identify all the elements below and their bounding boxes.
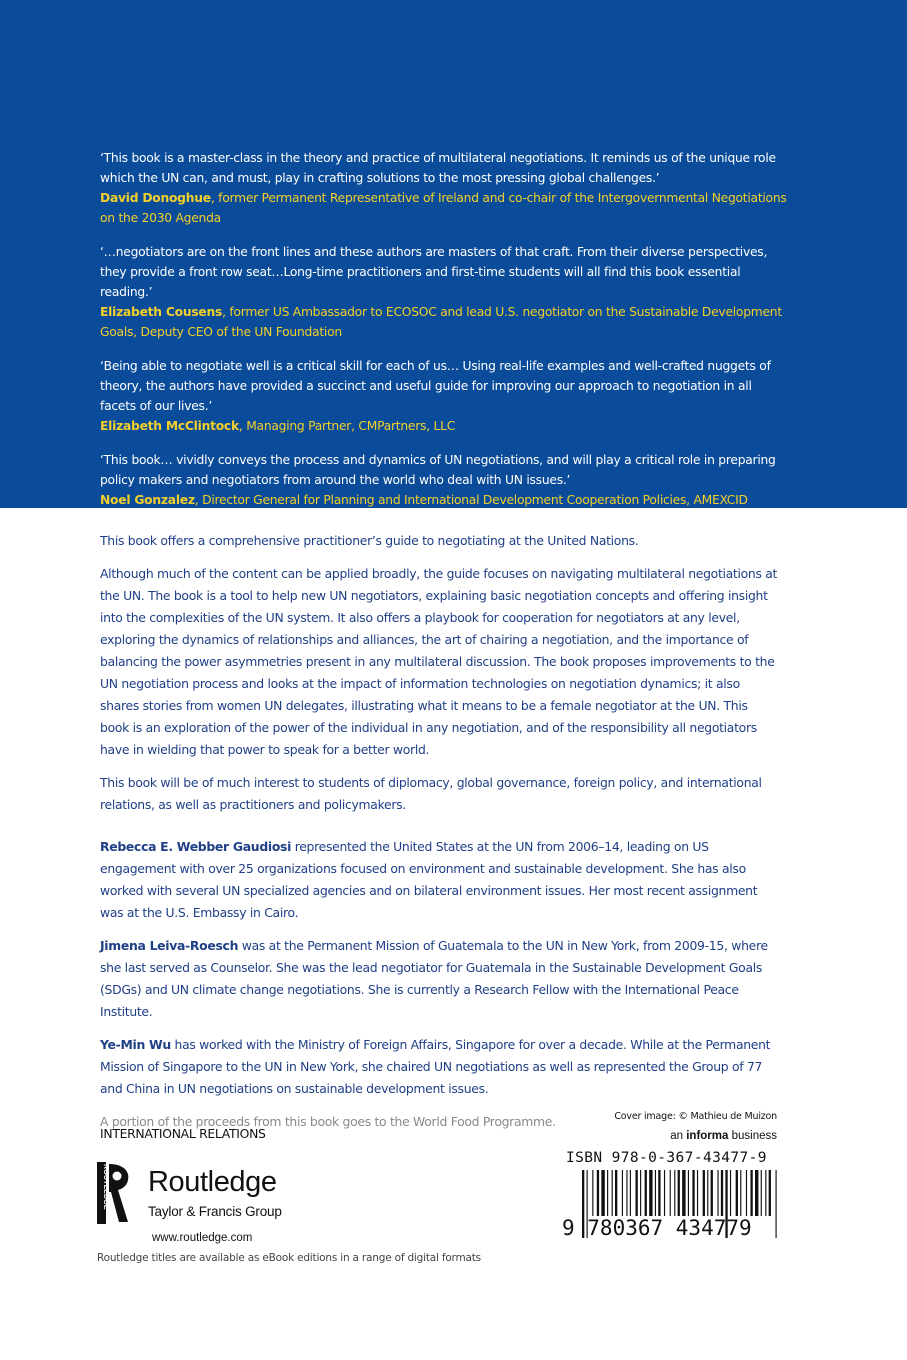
- barcode-bar: [750, 1170, 752, 1216]
- routledge-logo-icon: [97, 1162, 133, 1224]
- barcode-bar: [697, 1170, 698, 1216]
- quote-author: Elizabeth Cousens: [100, 305, 223, 319]
- quote: [100, 148, 790, 228]
- barcode-bar: [601, 1170, 604, 1216]
- quote-attribution: [100, 302, 790, 342]
- barcode-bar: [597, 1170, 599, 1216]
- barcode-digits: 9 780367 434779: [562, 1216, 752, 1240]
- barcode-bar: [711, 1170, 713, 1216]
- author-name: Rebecca E. Webber Gaudiosi: [100, 839, 292, 854]
- barcode-bar: [746, 1170, 747, 1216]
- barcode-bar: [703, 1170, 705, 1216]
- barcode-bar: [615, 1170, 617, 1216]
- publisher-name: Routledge: [148, 1166, 277, 1198]
- quote-author: Noel Gonzalez: [100, 493, 195, 507]
- barcode-bar: [664, 1170, 665, 1216]
- barcode-bar: [776, 1170, 777, 1238]
- author-name: Ye-Min Wu: [100, 1037, 171, 1052]
- subject-category: INTERNATIONAL RELATIONS: [100, 1126, 266, 1141]
- barcode-bar: [721, 1170, 723, 1216]
- barcode-bar: [612, 1170, 613, 1216]
- barcode-bar: [761, 1170, 762, 1216]
- barcode-bar: [769, 1170, 771, 1216]
- barcode-bar: [640, 1170, 641, 1216]
- quote-attribution: [100, 188, 790, 228]
- barcode-bar: [740, 1170, 741, 1216]
- barcode-bar: [670, 1170, 671, 1216]
- informa-prefix: an: [670, 1130, 687, 1142]
- author-bio: [100, 836, 780, 924]
- publisher-website[interactable]: www.routledge.com: [152, 1232, 253, 1244]
- quote-author: David Donoghue: [100, 191, 211, 205]
- quote-role: , former US Ambassador to ECOSOC and lead U.S. negotiator on the Sustainable Development Goals, Deputy CEO of the UN Foundation: [100, 305, 782, 339]
- quote-text: ‘This book… vividly conveys the process and dynamics of UN negotiations, and will play a critical role in preparing policy makers and negotiators from around the world who deal with UN issues.’: [100, 453, 776, 487]
- author-name: Jimena Leiva-Roesch: [100, 938, 239, 953]
- informa-business: [670, 1130, 777, 1142]
- barcode-bar: [765, 1170, 766, 1216]
- barcode-bar: [736, 1170, 738, 1216]
- quote-text: ‘…negotiators are on the front lines and these authors are masters of that craft. From their diverse perspectives, they provide a front row seat…Long-time practitioners and first-time students will all find this book essential reading.’: [100, 245, 768, 299]
- barcode-bar: [626, 1170, 627, 1216]
- cover-image-credit: Cover image: © Mathieu de Muizon: [614, 1111, 777, 1122]
- author-bio-text: represented the United States at the UN from 2006–14, leading on US engagement with over 25 organizations focused on environment and sustainable development. She has also worked with several UN specialized agencies and on bilateral environment issues. Her most recent assignment was at the U.S. Embassy in Cairo.: [100, 839, 758, 920]
- barcode-bar: [707, 1170, 708, 1216]
- quote-role: , former Permanent Representative of Ireland and co-chair of the Intergovernmental Negotiations on the 2030 Agenda: [100, 191, 787, 225]
- barcode-bar: [692, 1170, 694, 1216]
- informa-brand: informa: [686, 1130, 729, 1142]
- barcode-bar: [678, 1170, 680, 1216]
- barcode-bar: [630, 1170, 631, 1216]
- author-bio: [100, 935, 780, 1023]
- quote: [100, 242, 790, 342]
- proceeds-note: A portion of the proceeds from this book goes to the World Food Programme.: [100, 1114, 556, 1129]
- barcode-bar: [688, 1170, 689, 1216]
- barcode-bar: [592, 1170, 593, 1216]
- barcode-bar: [622, 1170, 623, 1216]
- barcode-bar: [755, 1170, 758, 1216]
- informa-suffix: business: [728, 1130, 777, 1142]
- barcode-bar: [655, 1170, 656, 1216]
- quote-role: , Director General for Planning and International Development Cooperation Policies, AMEXCID: [194, 493, 748, 507]
- quote-text: ‘This book is a master-class in the theory and practice of multilateral negotiations. It reminds us of the unique role which the UN can, and must, play in crafting solutions to the most pressing global challenges.’: [100, 151, 776, 185]
- author-bios: [100, 836, 780, 1100]
- quote-attribution: [100, 490, 790, 510]
- quote: [100, 450, 790, 510]
- barcode-bar: [636, 1170, 638, 1216]
- quote-text: ‘Being able to negotiate well is a critical skill for each of us… Using real-life examples and well-crafted nuggets of theory, the authors have provided a succinct and useful guide for improving our approach to negotiation in all facets of our lives.’: [100, 359, 771, 413]
- barcode-bar: [649, 1170, 652, 1216]
- barcode-bar: [674, 1170, 675, 1216]
- quote-attribution: [100, 416, 790, 436]
- description-paragraph: Although much of the content can be applied broadly, the guide focuses on navigating multilateral negotiations at the UN. The book is a tool to help new UN negotiators, explaining basic negotiation concepts and offering insight into the complexities of the UN system. It also offers a playbook for cooperation for negotiators at any level, exploring the dynamics of relationships and alliances, the art of chairing a negotiation, and the importance of balancing the power asymmetries present in any multilateral discussion. The book proposes improvements to the UN negotiation process and looks at the impact of information technologies on negotiation dynamics; it also shares stories from women UN delegates, illustrating what it means to be a female negotiator at the UN. This book is an exploration of the power of the individual in any negotiation, and of the responsibility all negotiators have in wielding that power to speak for a better world.: [100, 566, 778, 757]
- author-bio: [100, 1034, 780, 1100]
- endorsements-panel: [0, 0, 907, 508]
- barcode-bar: [730, 1170, 731, 1216]
- quote-author: Elizabeth McClintock: [100, 419, 239, 433]
- description-paragraph: This book will be of much interest to students of diplomacy, global governance, foreign policy, and international relations, as well as practitioners and policymakers.: [100, 775, 762, 812]
- barcode-bar: [717, 1170, 718, 1216]
- description-section: [100, 530, 780, 1133]
- isbn-text: ISBN 978-0-367-43477-9: [566, 1150, 767, 1166]
- quotes-list: [100, 148, 790, 524]
- barcode-bar: [645, 1170, 647, 1216]
- routledge-vertical-text: ROUTLEDGE: [102, 1164, 110, 1210]
- author-bio-text: was at the Permanent Mission of Guatemala to the UN in New York, from 2009-15, where she last served as Counselor. She was the lead negotiator for Guatemala in the Sustainable Development Goals (SDGs) and UN climate change negotiations. She is currently a Research Fellow with the International Peace Institute.: [100, 938, 768, 1019]
- barcode-bar: [607, 1170, 608, 1216]
- author-bio-text: has worked with the Ministry of Foreign Affairs, Singapore for over a decade. While at the Permanent Mission of Singapore to the UN in New York, she chaired UN negotiations as well as represented the Group of 77 and China in UN negotiations on sustainable development issues.: [100, 1037, 771, 1096]
- publisher-group: Taylor & Francis Group: [148, 1204, 282, 1219]
- quote-role: , Managing Partner, CMPartners, LLC: [238, 419, 456, 433]
- ebook-note: Routledge titles are available as eBook editions in a range of digital formats: [97, 1252, 481, 1264]
- quote: [100, 356, 790, 436]
- barcode-bar: [658, 1170, 660, 1216]
- barcode-bar: [682, 1170, 685, 1216]
- description-paragraph: This book offers a comprehensive practitioner’s guide to negotiating at the United Nations.: [100, 533, 639, 548]
